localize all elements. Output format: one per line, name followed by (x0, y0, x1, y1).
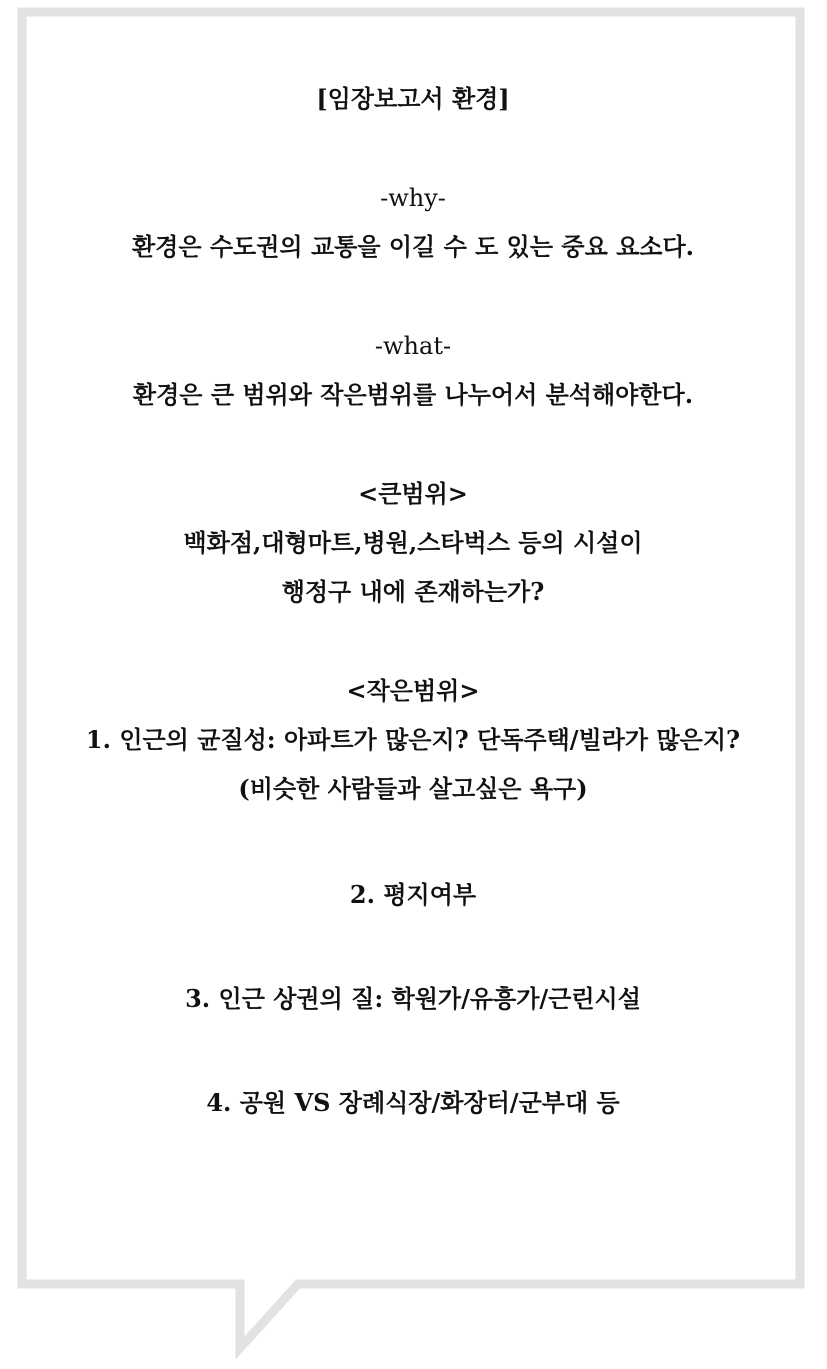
report-title: [임장보고서 환경] (316, 84, 510, 113)
small-scope-heading: <작은범위> (346, 676, 480, 705)
small-scope-item-park: 4. 공원 VS 장례식장/화장터/군부대 등 (206, 1088, 620, 1117)
small-scope-item-homogeneity: 1. 인근의 균질성: 아파트가 많은지? 단독주택/빌라가 많은지? (85, 725, 741, 754)
large-scope-heading: <큰범위> (358, 479, 468, 508)
small-scope-item-flatland: 2. 평지여부 (349, 880, 477, 909)
small-scope-item-commerce: 3. 인근 상권의 질: 학원가/유흥가/근린시설 (185, 984, 641, 1013)
why-text: 환경은 수도권의 교통을 이길 수 도 있는 중요 요소다. (131, 232, 695, 261)
large-scope-line: 백화점,대형마트,병원,스타벅스 등의 시설이 (183, 528, 643, 557)
what-text: 환경은 큰 범위와 작은범위를 나누어서 분석해야한다. (132, 380, 694, 409)
small-scope-item-note: (비슷한 사람들과 살고싶은 욕구) (238, 774, 588, 803)
large-scope-line: 행정구 내에 존재하는가? (281, 577, 545, 606)
what-heading: -what- (374, 332, 452, 360)
why-heading: -why- (380, 184, 446, 212)
